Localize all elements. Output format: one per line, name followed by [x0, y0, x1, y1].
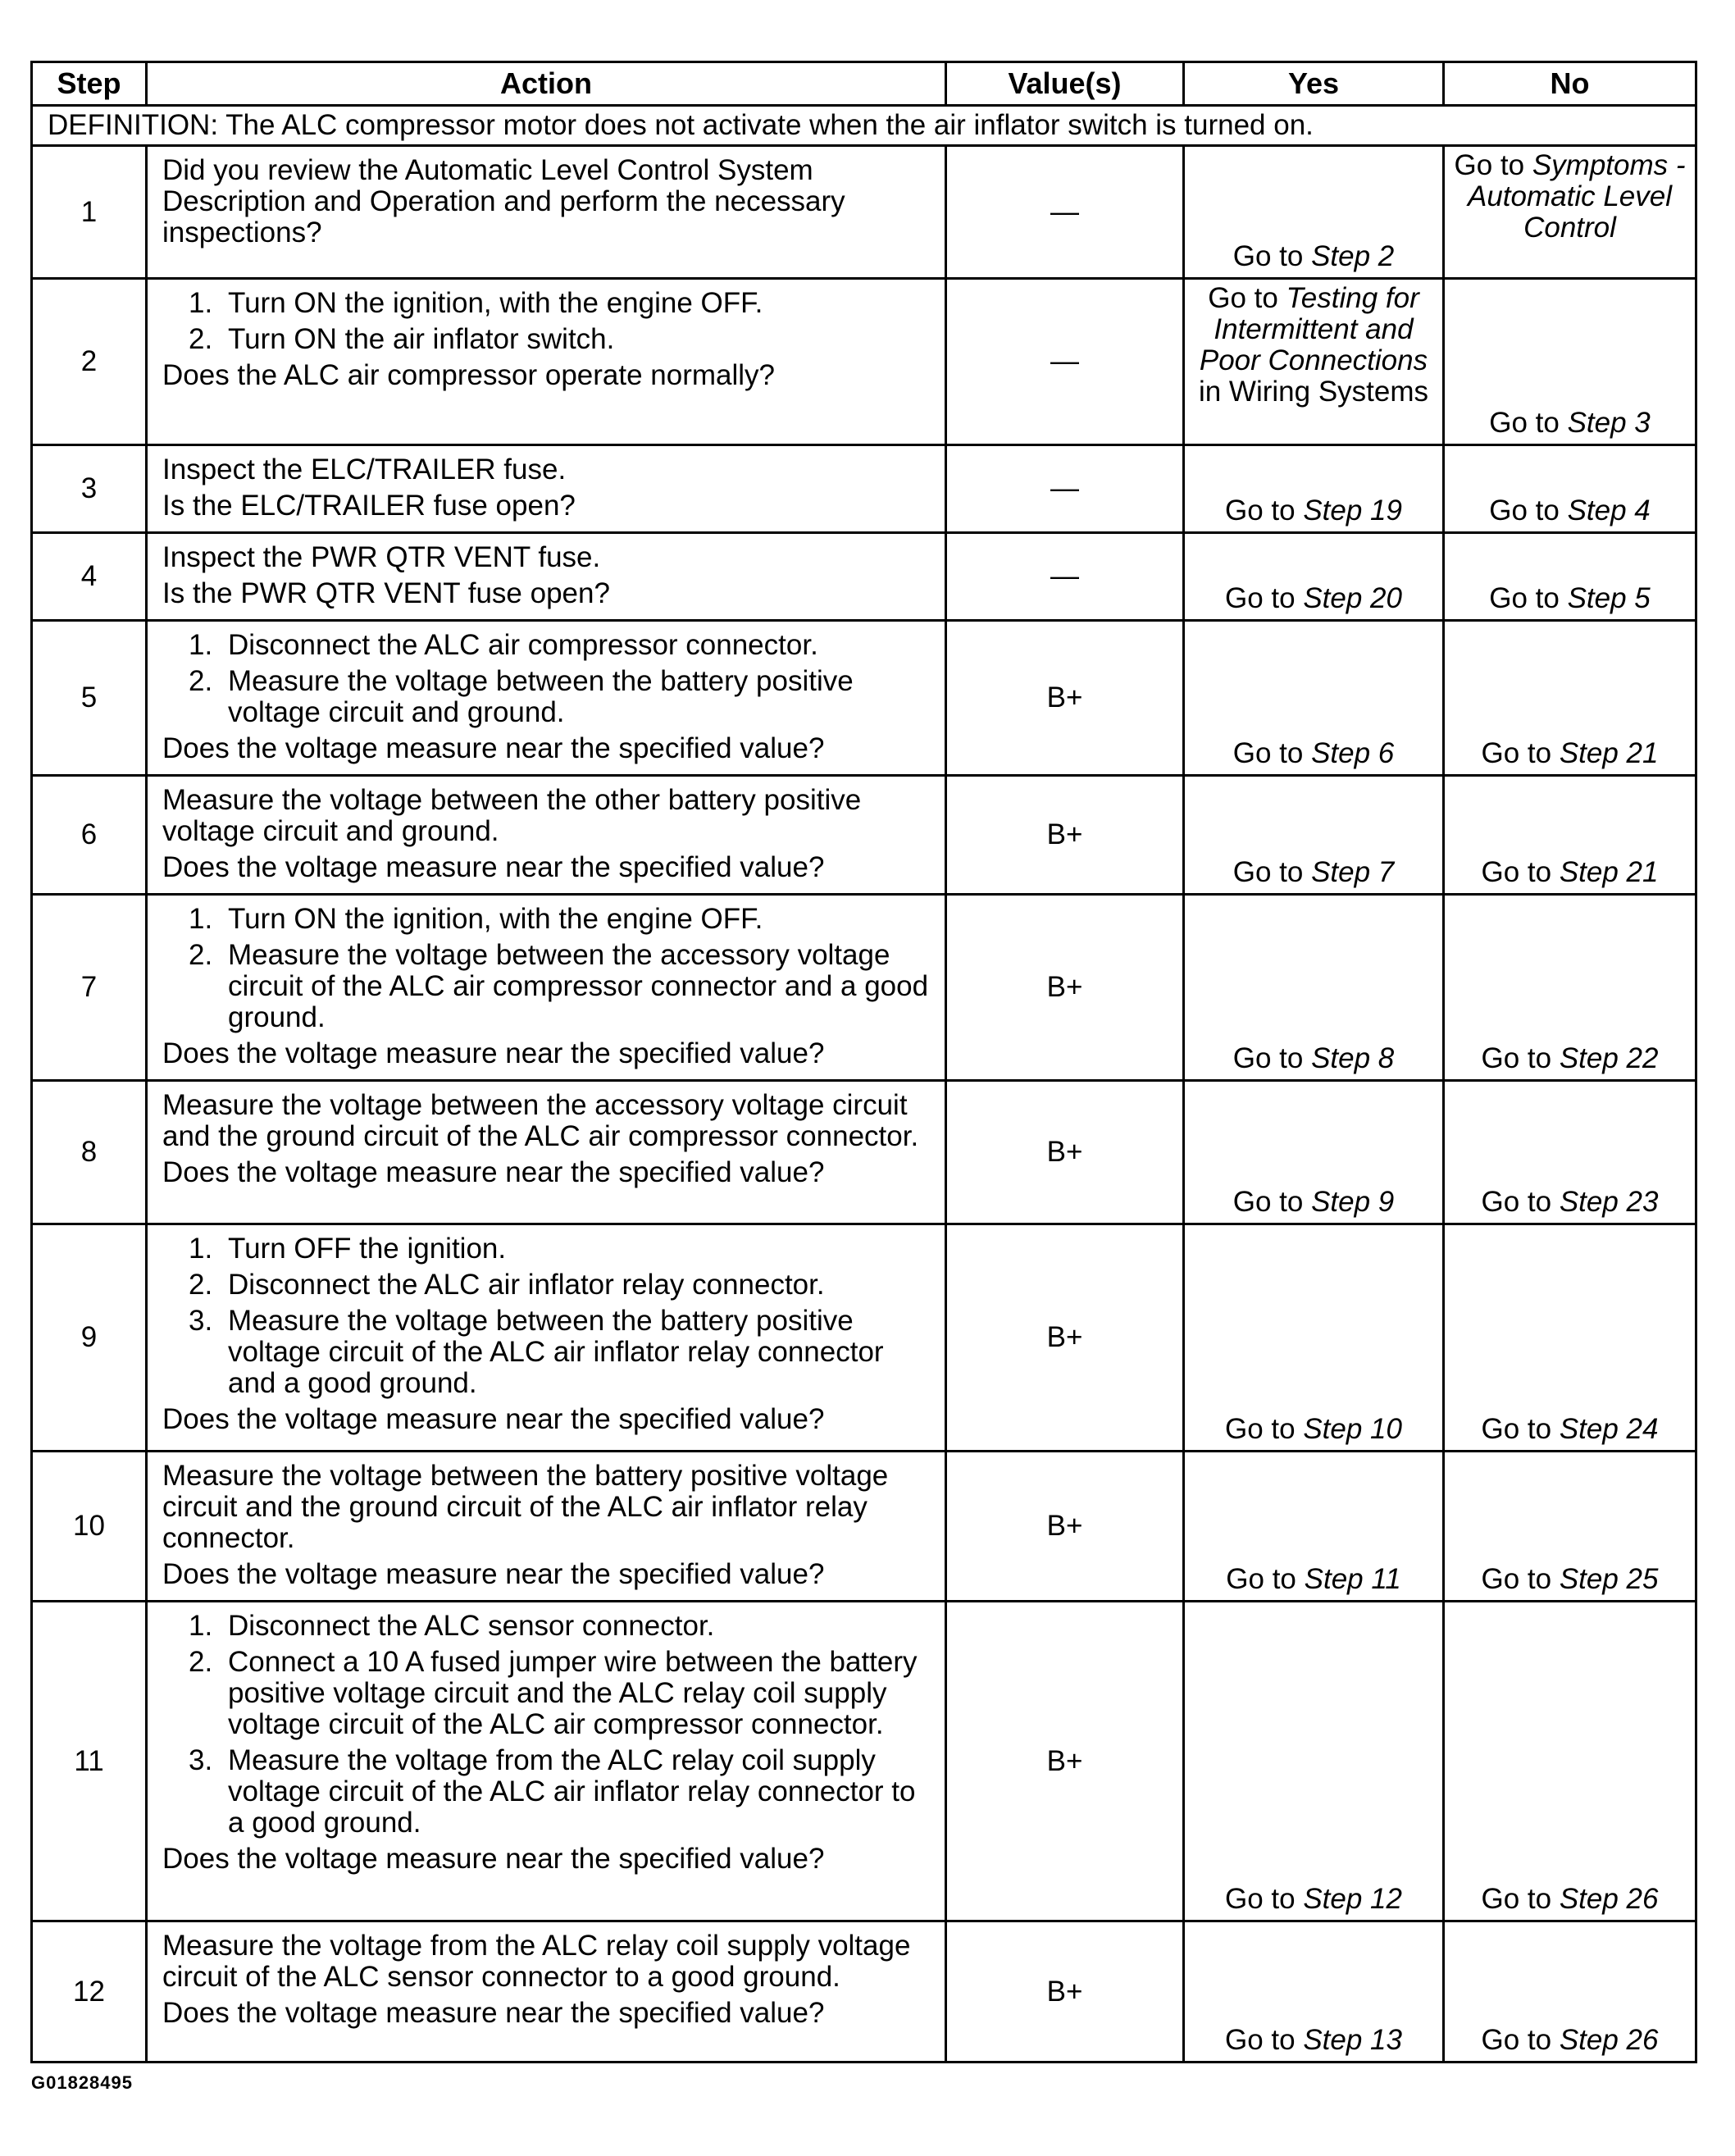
action-steps-list — [162, 1611, 933, 1839]
yes-prefix: Go to — [1225, 582, 1304, 614]
yes-link[interactable]: Step 10 — [1303, 1413, 1402, 1445]
action-cell — [147, 621, 946, 776]
no-prefix: Go to — [1481, 1186, 1560, 1218]
no-cell — [1444, 1081, 1696, 1224]
action-text: Did you review the Automatic Level Control System Description and Operation and perform the necessary inspections? — [162, 154, 845, 248]
no-link[interactable]: Step 25 — [1559, 1563, 1659, 1595]
value-cell: B+ — [946, 1602, 1184, 1921]
list-item — [162, 666, 933, 728]
list-item-text: Turn ON the ignition, with the engine OFF. — [228, 287, 763, 319]
step-number: 9 — [32, 1224, 147, 1452]
header-row — [32, 62, 1696, 106]
no-prefix: Go to — [1481, 2024, 1560, 2056]
table-row — [32, 895, 1696, 1081]
no-link[interactable]: Step 21 — [1559, 737, 1659, 769]
list-item-number: 3. — [189, 1744, 213, 1776]
list-item-number: 2. — [189, 939, 213, 971]
action-question: Does the voltage measure near the specified value? — [162, 1558, 825, 1590]
list-item-number: 1. — [189, 1233, 213, 1265]
action-steps-list — [162, 1233, 933, 1399]
action-text: Measure the voltage between the battery positive voltage circuit and the ground circuit of the ALC air inflator relay connector. — [162, 1460, 889, 1554]
action-steps-list — [162, 904, 933, 1033]
step-number: 6 — [32, 776, 147, 895]
yes-cell — [1184, 621, 1444, 776]
no-prefix: Go to — [1481, 1413, 1560, 1445]
table-row — [32, 1224, 1696, 1452]
no-cell — [1444, 776, 1696, 895]
list-item — [162, 1611, 933, 1642]
no-link[interactable]: Step 26 — [1559, 2024, 1659, 2056]
table-row — [32, 279, 1696, 445]
no-link[interactable]: Step 3 — [1567, 407, 1651, 439]
no-prefix: Go to — [1481, 856, 1560, 888]
yes-cell — [1184, 776, 1444, 895]
action-text: Inspect the PWR QTR VENT fuse. — [162, 541, 601, 573]
table-row — [32, 1921, 1696, 2063]
action-steps-list — [162, 288, 933, 355]
value-cell: B+ — [946, 776, 1184, 895]
yes-cell — [1184, 1452, 1444, 1602]
action-question: Does the voltage measure near the specified value? — [162, 732, 825, 764]
yes-prefix: Go to — [1226, 1563, 1305, 1595]
step-number: 2 — [32, 279, 147, 445]
table-row — [32, 1081, 1696, 1224]
diagnostic-table — [30, 61, 1697, 2063]
no-cell — [1444, 621, 1696, 776]
no-cell — [1444, 533, 1696, 621]
header-no: No — [1444, 62, 1696, 106]
yes-prefix: Go to — [1225, 1883, 1304, 1915]
table-row — [32, 146, 1696, 279]
value-cell: B+ — [946, 1081, 1184, 1224]
yes-link[interactable]: Step 7 — [1311, 856, 1395, 888]
list-item-text: Connect a 10 A fused jumper wire between the battery positive voltage circuit and the ALC relay coil supply voltage circuit of the ALC air compressor connector. — [228, 1646, 918, 1740]
no-cell — [1444, 146, 1696, 279]
yes-link[interactable]: Step 2 — [1311, 240, 1395, 272]
definition-text: DEFINITION: The ALC compressor motor does not activate when the air inflator switch is turned on. — [32, 106, 1696, 146]
yes-prefix: Go to — [1208, 282, 1286, 314]
yes-link[interactable]: Step 19 — [1303, 495, 1402, 526]
action-cell — [147, 533, 946, 621]
no-prefix: Go to — [1481, 1883, 1560, 1915]
list-item-number: 1. — [189, 287, 213, 319]
list-item-number: 2. — [189, 1269, 213, 1301]
list-item-number: 1. — [189, 1610, 213, 1642]
yes-link[interactable]: Step 9 — [1311, 1186, 1395, 1218]
no-link[interactable]: Symptoms - Automatic Level Control — [1467, 149, 1686, 244]
list-item — [162, 1269, 933, 1301]
action-question: Does the voltage measure near the specified value? — [162, 1037, 825, 1069]
yes-cell — [1184, 146, 1444, 279]
figure-code: G01828495 — [31, 2072, 133, 2093]
no-prefix: Go to — [1489, 407, 1568, 439]
action-steps-list — [162, 630, 933, 728]
list-item — [162, 288, 933, 319]
action-text: Inspect the ELC/TRAILER fuse. — [162, 454, 567, 485]
action-question: Does the voltage measure near the specified value? — [162, 851, 825, 883]
no-cell — [1444, 1602, 1696, 1921]
no-link[interactable]: Step 4 — [1567, 495, 1651, 526]
action-question: Is the PWR QTR VENT fuse open? — [162, 577, 610, 609]
list-item — [162, 324, 933, 355]
value-cell: B+ — [946, 621, 1184, 776]
action-cell — [147, 1081, 946, 1224]
table-row — [32, 1452, 1696, 1602]
no-link[interactable]: Step 5 — [1567, 582, 1651, 614]
yes-cell — [1184, 1921, 1444, 2063]
step-number: 8 — [32, 1081, 147, 1224]
action-cell — [147, 445, 946, 533]
yes-link[interactable]: Step 11 — [1304, 1563, 1401, 1595]
no-cell — [1444, 1224, 1696, 1452]
list-item — [162, 1745, 933, 1839]
list-item-number: 1. — [189, 629, 213, 661]
list-item-text: Measure the voltage from the ALC relay coil supply voltage circuit of the ALC air inflator relay connector to a good ground. — [228, 1744, 916, 1839]
yes-link[interactable]: Step 8 — [1311, 1042, 1395, 1074]
header-action: Action — [147, 62, 946, 106]
yes-cell — [1184, 1224, 1444, 1452]
no-link[interactable]: Step 24 — [1559, 1413, 1659, 1445]
yes-link[interactable]: Step 6 — [1311, 737, 1395, 769]
step-number: 4 — [32, 533, 147, 621]
no-cell — [1444, 1452, 1696, 1602]
no-cell — [1444, 1921, 1696, 2063]
action-text: Measure the voltage between the accessory voltage circuit and the ground circuit of the ALC air compressor connector. — [162, 1089, 919, 1152]
no-cell — [1444, 445, 1696, 533]
list-item-number: 1. — [189, 903, 213, 935]
table-row — [32, 533, 1696, 621]
yes-prefix: Go to — [1225, 1413, 1304, 1445]
no-link[interactable]: Step 26 — [1559, 1883, 1659, 1915]
list-item — [162, 904, 933, 935]
header-step: Step — [32, 62, 147, 106]
yes-cell — [1184, 279, 1444, 445]
yes-prefix: Go to — [1225, 495, 1304, 526]
action-text: Measure the voltage from the ALC relay coil supply voltage circuit of the ALC sensor connector to a good ground. — [162, 1930, 911, 1993]
list-item-text: Measure the voltage between the battery positive voltage circuit and ground. — [228, 665, 854, 728]
yes-link[interactable]: Step 12 — [1303, 1883, 1402, 1915]
no-prefix: Go to — [1489, 495, 1568, 526]
step-number: 3 — [32, 445, 147, 533]
action-cell — [147, 1921, 946, 2063]
table-row — [32, 445, 1696, 533]
header-values: Value(s) — [946, 62, 1184, 106]
action-cell — [147, 146, 946, 279]
yes-cell — [1184, 445, 1444, 533]
yes-prefix: Go to — [1232, 737, 1312, 769]
yes-prefix: Go to — [1232, 240, 1312, 272]
list-item-text: Disconnect the ALC air inflator relay connector. — [228, 1269, 825, 1301]
header-yes: Yes — [1184, 62, 1444, 106]
value-cell: B+ — [946, 1224, 1184, 1452]
list-item-text: Measure the voltage between the battery positive voltage circuit of the ALC air inflator relay connector and a good ground. — [228, 1305, 884, 1399]
step-number: 12 — [32, 1921, 147, 2063]
action-question: Does the voltage measure near the specified value? — [162, 1843, 825, 1875]
list-item-number: 2. — [189, 323, 213, 355]
value-cell: — — [946, 533, 1184, 621]
yes-cell — [1184, 895, 1444, 1081]
list-item-text: Turn ON the air inflator switch. — [228, 323, 615, 355]
table-row — [32, 1602, 1696, 1921]
list-item-text: Disconnect the ALC sensor connector. — [228, 1610, 715, 1642]
action-question: Does the voltage measure near the specified value? — [162, 1156, 825, 1188]
list-item — [162, 940, 933, 1033]
list-item-number: 2. — [189, 665, 213, 697]
list-item — [162, 1233, 933, 1265]
list-item-number: 3. — [189, 1305, 213, 1337]
yes-link[interactable]: Step 13 — [1303, 2024, 1402, 2056]
list-item — [162, 1306, 933, 1399]
no-cell — [1444, 279, 1696, 445]
step-number: 5 — [32, 621, 147, 776]
definition-row — [32, 106, 1696, 146]
yes-cell — [1184, 1602, 1444, 1921]
action-cell — [147, 1224, 946, 1452]
yes-prefix: Go to — [1232, 1186, 1312, 1218]
value-cell: B+ — [946, 1452, 1184, 1602]
action-question: Does the voltage measure near the specified value? — [162, 1403, 825, 1435]
action-cell — [147, 776, 946, 895]
value-cell: — — [946, 279, 1184, 445]
no-link[interactable]: Step 21 — [1559, 856, 1659, 888]
no-prefix: Go to — [1489, 582, 1568, 614]
value-cell: — — [946, 445, 1184, 533]
list-item-number: 2. — [189, 1646, 213, 1678]
table-row — [32, 621, 1696, 776]
action-text: Measure the voltage between the other battery positive voltage circuit and ground. — [162, 784, 862, 847]
no-prefix: Go to — [1481, 737, 1560, 769]
yes-prefix: Go to — [1225, 2024, 1304, 2056]
yes-link[interactable]: Step 20 — [1303, 582, 1402, 614]
step-number: 10 — [32, 1452, 147, 1602]
yes-cell — [1184, 533, 1444, 621]
list-item-text: Measure the voltage between the accessory voltage circuit of the ALC air compressor connector and a good ground. — [228, 939, 929, 1033]
yes-link[interactable]: Testing for Intermittent and Poor Connections — [1199, 282, 1428, 376]
yes-prefix: Go to — [1232, 856, 1312, 888]
list-item — [162, 1647, 933, 1740]
table-row — [32, 776, 1696, 895]
step-number: 1 — [32, 146, 147, 279]
action-cell — [147, 1452, 946, 1602]
step-number: 11 — [32, 1602, 147, 1921]
list-item — [162, 630, 933, 661]
no-cell — [1444, 895, 1696, 1081]
action-cell — [147, 279, 946, 445]
action-cell — [147, 1602, 946, 1921]
action-question: Does the ALC air compressor operate normally? — [162, 359, 776, 391]
action-question: Does the voltage measure near the specified value? — [162, 1997, 825, 2029]
action-cell — [147, 895, 946, 1081]
list-item-text: Turn ON the ignition, with the engine OFF. — [228, 903, 763, 935]
value-cell: — — [946, 146, 1184, 279]
no-link[interactable]: Step 22 — [1559, 1042, 1659, 1074]
no-link[interactable]: Step 23 — [1559, 1186, 1659, 1218]
no-prefix: Go to — [1454, 149, 1532, 181]
value-cell: B+ — [946, 1921, 1184, 2063]
action-question: Is the ELC/TRAILER fuse open? — [162, 490, 576, 522]
yes-cell — [1184, 1081, 1444, 1224]
list-item-text: Disconnect the ALC air compressor connector. — [228, 629, 818, 661]
yes-suffix: in Wiring Systems — [1198, 376, 1429, 408]
no-prefix: Go to — [1481, 1042, 1560, 1074]
no-prefix: Go to — [1481, 1563, 1560, 1595]
step-number: 7 — [32, 895, 147, 1081]
yes-prefix: Go to — [1232, 1042, 1312, 1074]
value-cell: B+ — [946, 895, 1184, 1081]
list-item-text: Turn OFF the ignition. — [228, 1233, 507, 1265]
